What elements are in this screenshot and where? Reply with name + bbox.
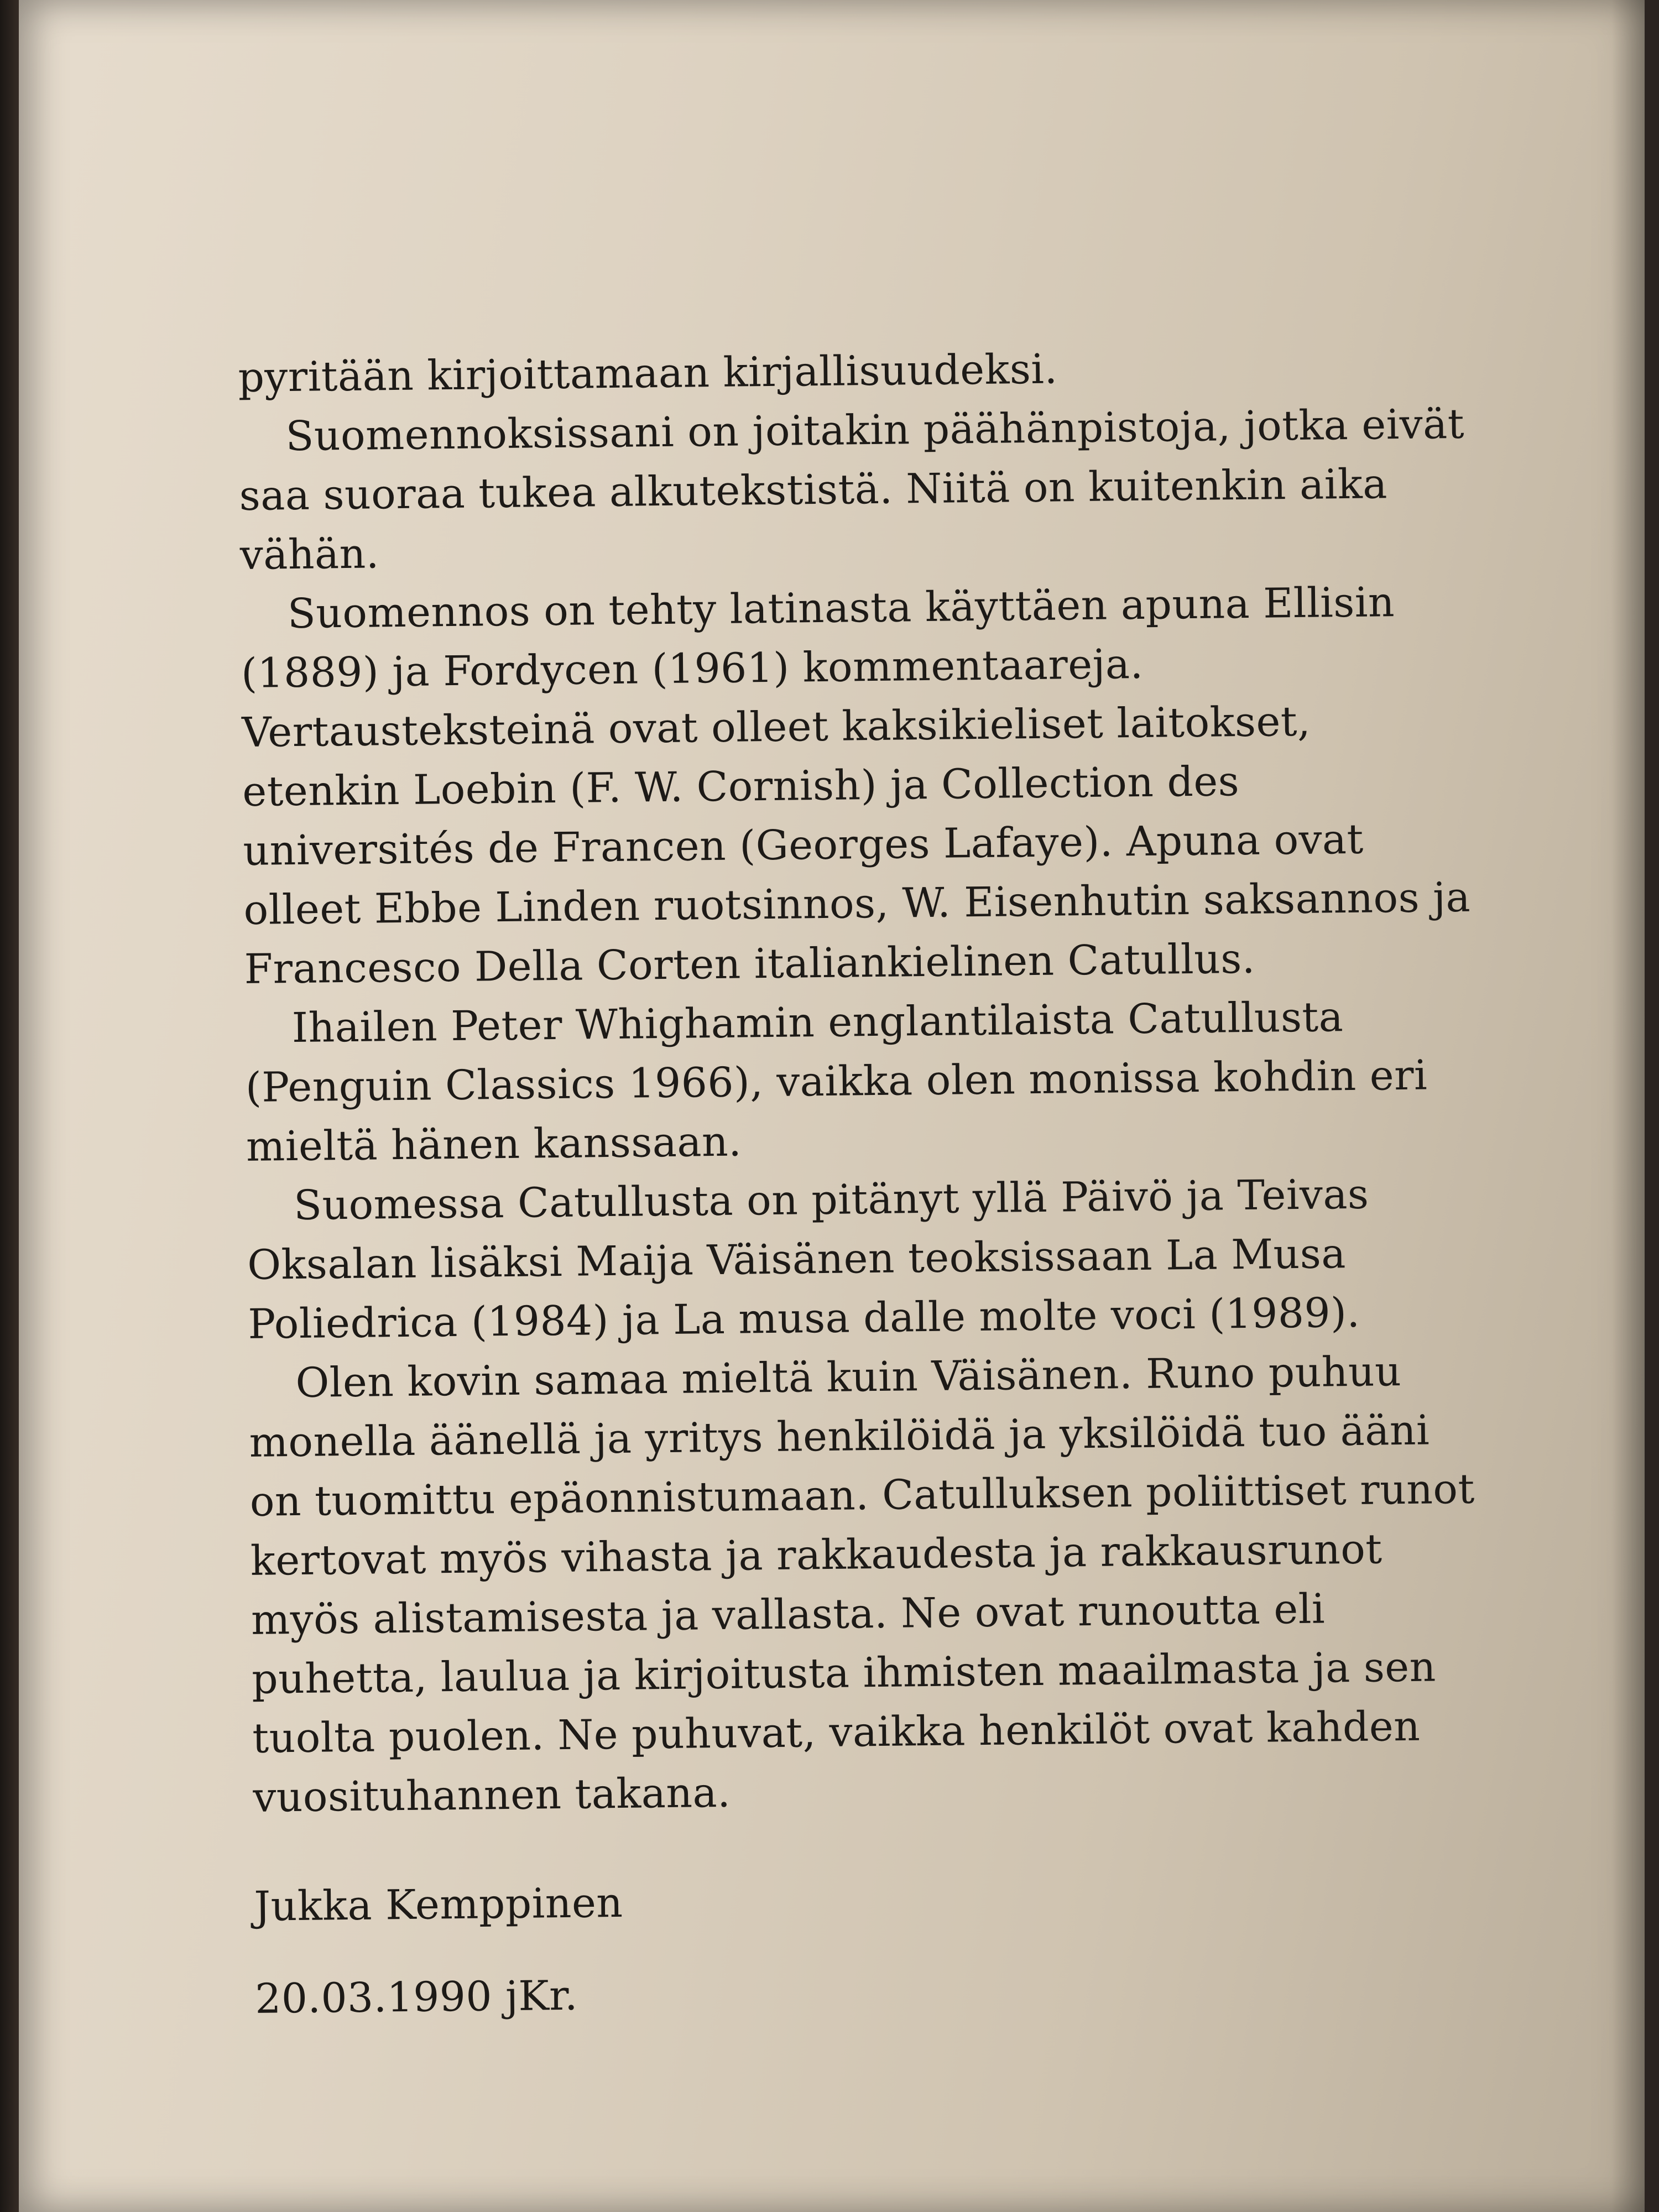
- paragraph-conclusion: Olen kovin samaa mieltä kuin Väisänen. Runo puhuu monella äänellä ja yritys henkilöidä ja yksilöidä tuo ääni on tuomittu epäonnistumaan. Catulluksen poliittiset runot kertovat myös vihasta ja rakkaudesta ja rakkausrunot myös alistamisesta ja vallasta. Ne ovat runoutta eli puhetta, laulua ja kirjoitusta ihmisten maailmasta ja sen tuolta puolen. Ne puhuvat, vaikka henkilöt ovat kahden vuosituhannen takana.: [249, 1348, 1475, 1822]
- paragraph-whigham: Ihailen Peter Whighamin englantilaista Catullusta (Penguin Classics 1966), vaikka olen monissa kohdin eri mieltä hänen kanssaan.: [245, 993, 1428, 1171]
- page-text: [238, 336, 1494, 2029]
- page-fold-shadow: [1611, 0, 1645, 2212]
- paragraph-translation-liberties: Suomennoksissani on joitakin päähänpistoja, jotka eivät saa suoraa tukea alkutekstistä. Niitä on kuitenkin aika vähän.: [239, 400, 1465, 579]
- author-signature: Jukka Kemppinen: [254, 1879, 623, 1931]
- paragraph-continuation: pyritään kirjoittamaan kirjallisuudeksi.: [238, 345, 1058, 401]
- paragraph-finland: Suomessa Catullusta on pitänyt yllä Päivö ja Teivas Oksalan lisäksi Maija Väisänen teoksissaan La Musa Poliedrica (1984) ja La musa dalle molte voci (1989).: [247, 1170, 1369, 1348]
- paragraph-sources: Suomennos on tehty latinasta käyttäen apuna Ellisin (1889) ja Fordycen (1961) kommentaareja. Vertausteksteinä ovat olleet kaksikieliset laitokset, etenkin Loebin (F. W. Cornish) ja Collection des universités de Francen (Georges Lafaye). Apuna ovat olleet Ebbe Linden ruotsinnos, W. Eisenhutin saksannos ja Francesco Della Corten italiankielinen Catullus.: [241, 578, 1471, 993]
- date-line: 20.03.1990 jKr.: [254, 1971, 578, 2023]
